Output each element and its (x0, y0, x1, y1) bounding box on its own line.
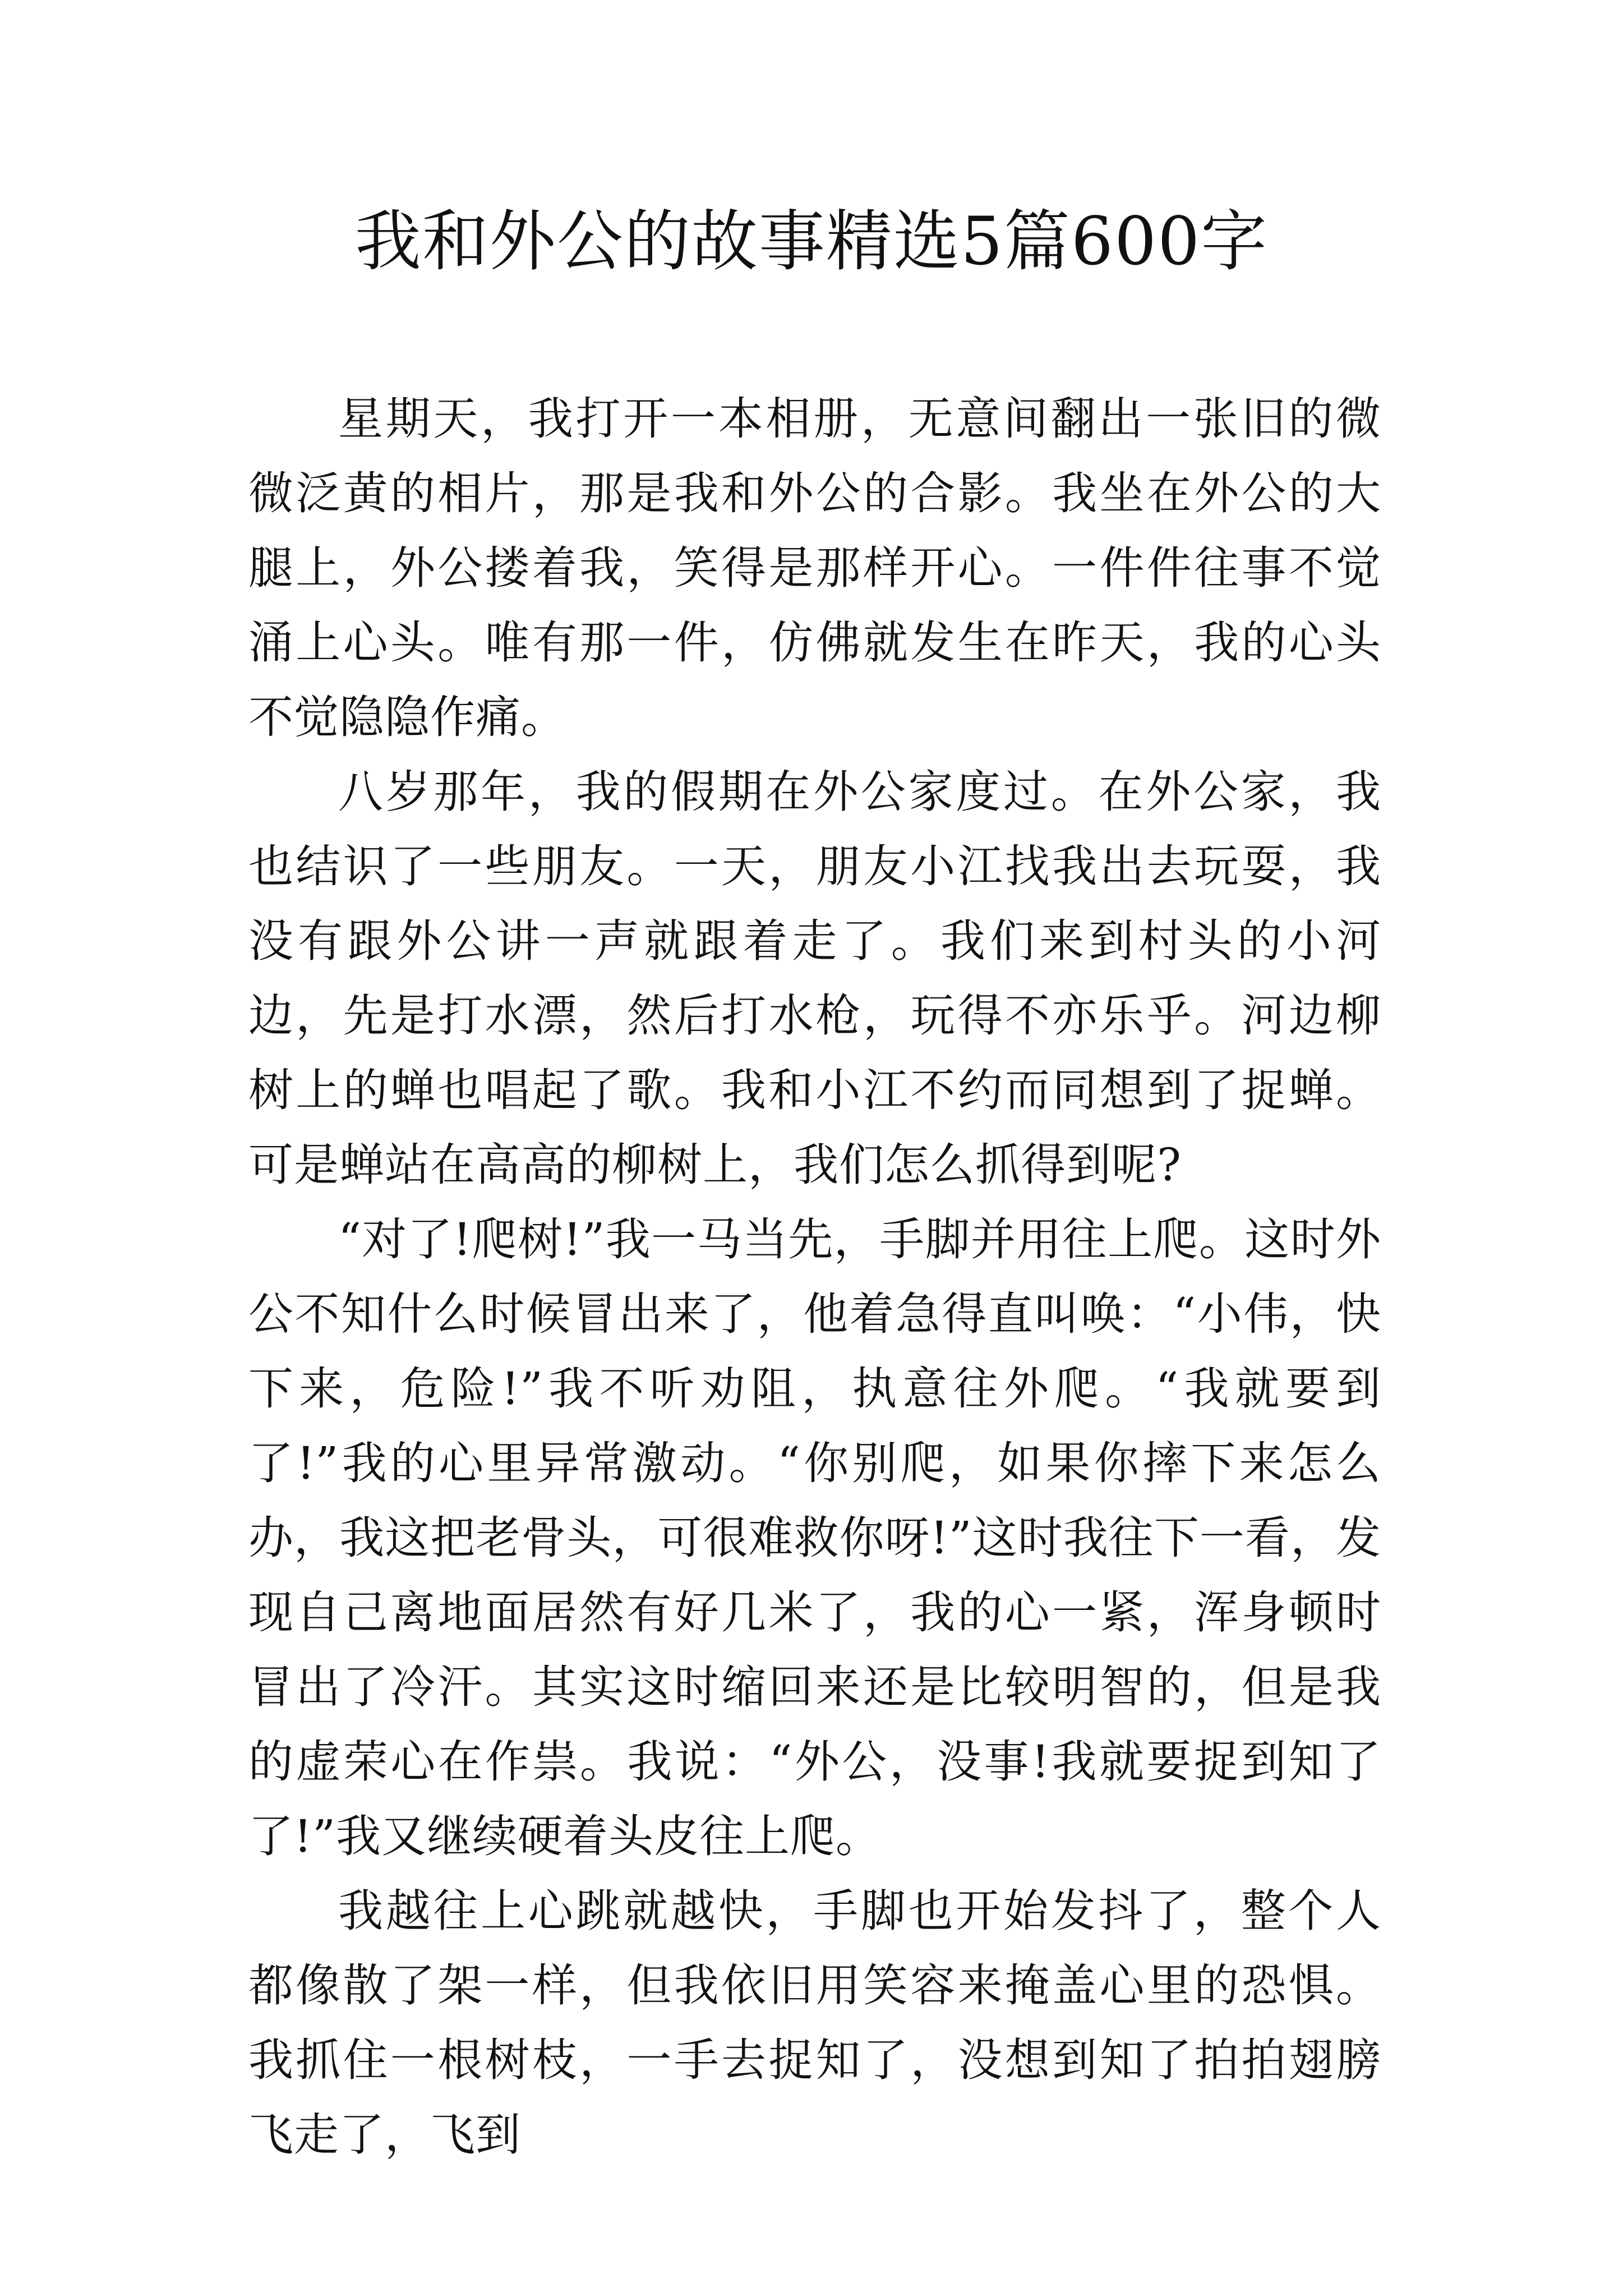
paragraph-2: 八岁那年，我的假期在外公家度过。在外公家，我也结识了一些朋友。一天，朋友小江找我出去玩耍，我没有跟外公讲一声就跟着走了。我们来到村头的小河边，先是打水漂，然后打水枪，玩得不亦乐乎。河边柳树上的蝉也唱起了歌。我和小江不约而同想到了捉蝉。可是蝉站在高高的柳树上，我们怎么抓得到呢? (248, 766, 1381, 1191)
document-title: 我和外公的故事精选5篇600字 (354, 203, 1269, 280)
document-body (248, 381, 1381, 2172)
paragraph-3: “对了!爬树!”我一马当先，手脚并用往上爬。这时外公不知什么时候冒出来了，他着急得直叫唤：“小伟，快下来，危险!”我不听劝阻，执意往外爬。“我就要到了!”我的心里异常激动。“你别爬，如果你摔下来怎么办，我这把老骨头，可很难救你呀!”这时我往下一看，发现自己离地面居然有好几米了，我的心一紧，浑身顿时冒出了冷汗。其实这时缩回来还是比较明智的，但是我的虚荣心在作祟。我说：“外公，没事!我就要捉到知了了!”我又继续硬着头皮往上爬。 (248, 1213, 1381, 1862)
paragraph-4: 我越往上心跳就越快，手脚也开始发抖了，整个人都像散了架一样，但我依旧用笑容来掩盖心里的恐惧。我抓住一根树枝，一手去捉知了，没想到知了拍拍翅膀飞走了，飞到 (248, 1885, 1381, 2161)
paragraph-1: 星期天，我打开一本相册，无意间翻出一张旧的微微泛黄的相片，那是我和外公的合影。我坐在外公的大腿上，外公搂着我，笑得是那样开心。一件件往事不觉涌上心头。唯有那一件，仿佛就发生在昨天，我的心头不觉隐隐作痛。 (248, 393, 1381, 743)
